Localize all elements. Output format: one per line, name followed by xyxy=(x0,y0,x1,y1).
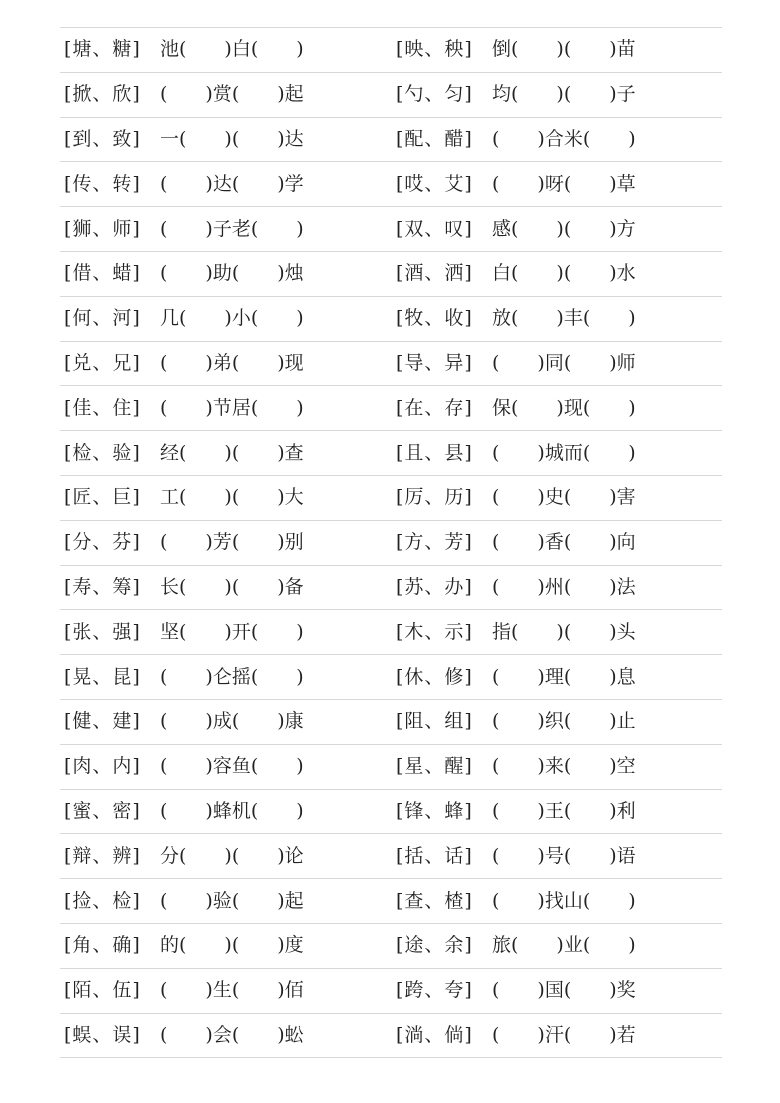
exercise-row xyxy=(60,1014,722,1059)
exercise-item-left xyxy=(60,533,390,552)
fill-in-words[interactable]: ( )赏( )起 xyxy=(160,83,304,106)
fill-in-words[interactable]: ( )节居( ) xyxy=(160,396,304,419)
fill-in-words[interactable]: ( )仑摇( ) xyxy=(160,665,304,688)
exercise-item-left xyxy=(60,799,390,822)
exercise-item-left xyxy=(60,309,390,328)
exercise-item-right xyxy=(390,217,722,240)
fill-in-words[interactable]: 一( )( )达 xyxy=(160,127,304,150)
char-pair: [蜜、密] xyxy=(64,799,141,822)
exercise-item-left xyxy=(60,712,390,731)
char-pair: [星、醒] xyxy=(396,755,473,778)
exercise-item-right xyxy=(390,665,722,688)
exercise-item-right xyxy=(390,712,722,731)
fill-in-words[interactable]: ( )王( )利 xyxy=(492,799,636,822)
char-pair: [方、芳] xyxy=(396,531,473,554)
exercise-item-right xyxy=(390,40,722,59)
fill-in-words[interactable]: ( )成( )康 xyxy=(160,710,304,733)
fill-in-words[interactable]: ( )容鱼( ) xyxy=(160,755,304,778)
char-pair: [蜈、误] xyxy=(64,1023,141,1046)
exercise-item-left xyxy=(60,757,390,776)
fill-in-words[interactable]: ( )芳( )别 xyxy=(160,531,304,554)
fill-in-words[interactable]: ( )验( )起 xyxy=(160,889,304,912)
exercise-row xyxy=(60,879,722,924)
exercise-row xyxy=(60,118,722,163)
exercise-item-right xyxy=(390,85,722,104)
exercise-item-right xyxy=(390,533,722,552)
fill-in-words[interactable]: ( )城而( ) xyxy=(492,441,636,464)
exercise-item-right xyxy=(390,620,722,643)
fill-in-words[interactable]: ( )史( )害 xyxy=(492,486,636,509)
fill-in-words[interactable]: 长( )( )备 xyxy=(160,575,304,598)
fill-in-words[interactable]: 的( )( )度 xyxy=(160,934,304,957)
exercise-item-right xyxy=(390,264,722,283)
exercise-item-right xyxy=(390,936,722,955)
exercise-item-left xyxy=(60,264,390,283)
exercise-item-left xyxy=(60,85,390,104)
exercise-row xyxy=(60,834,722,879)
exercise-item-left xyxy=(60,844,390,867)
exercise-item-right xyxy=(390,981,722,1000)
fill-in-words[interactable]: ( )同( )师 xyxy=(492,351,636,374)
char-pair: [肉、内] xyxy=(64,755,141,778)
char-pair: [佳、住] xyxy=(64,396,141,419)
fill-in-words[interactable]: ( )香( )向 xyxy=(492,531,636,554)
char-pair: [到、致] xyxy=(64,127,141,150)
char-pair: [锋、蜂] xyxy=(396,799,473,822)
exercise-row xyxy=(60,162,722,207)
exercise-item-left xyxy=(60,396,390,419)
exercise-item-right xyxy=(390,488,722,507)
exercise-row xyxy=(60,476,722,521)
exercise-row xyxy=(60,700,722,745)
char-pair: [匠、巨] xyxy=(64,486,141,509)
fill-in-words[interactable]: 白( )( )水 xyxy=(492,262,636,285)
exercise-item-left xyxy=(60,217,390,240)
exercise-item-left xyxy=(60,488,390,507)
fill-in-words[interactable]: 池( )白( ) xyxy=(160,38,304,61)
fill-in-words[interactable]: ( )来( )空 xyxy=(492,755,636,778)
fill-in-words[interactable]: 指( )( )头 xyxy=(492,620,636,643)
fill-in-words[interactable]: ( )子老( ) xyxy=(160,217,304,240)
exercise-item-left xyxy=(60,172,390,195)
fill-in-words[interactable]: ( )呀( )草 xyxy=(492,172,636,195)
exercise-row xyxy=(60,521,722,566)
exercise-item-right xyxy=(390,844,722,867)
char-pair: [阻、组] xyxy=(396,710,473,733)
char-pair: [苏、办] xyxy=(396,575,473,598)
exercise-item-left xyxy=(60,1023,390,1046)
exercise-row xyxy=(60,745,722,790)
exercise-row xyxy=(60,297,722,342)
char-pair: [厉、历] xyxy=(396,486,473,509)
fill-in-words[interactable]: 旅( )业( ) xyxy=(492,934,636,957)
exercise-row xyxy=(60,28,722,73)
char-pair: [检、验] xyxy=(64,441,141,464)
char-pair: [勺、匀] xyxy=(396,83,473,106)
exercise-item-left xyxy=(60,127,390,150)
fill-in-words[interactable]: ( )会( )蚣 xyxy=(160,1023,304,1046)
exercise-row xyxy=(60,342,722,387)
exercise-row xyxy=(60,610,722,655)
exercise-item-left xyxy=(60,441,390,464)
fill-in-words[interactable]: 分( )( )论 xyxy=(160,844,304,867)
exercise-row xyxy=(60,790,722,835)
exercise-item-right xyxy=(390,799,722,822)
fill-in-words[interactable]: 感( )( )方 xyxy=(492,217,636,240)
char-pair: [导、异] xyxy=(396,351,473,374)
exercise-item-right xyxy=(390,309,722,328)
fill-in-words[interactable]: 工( )( )大 xyxy=(160,486,304,509)
fill-in-words[interactable]: 保( )现( ) xyxy=(492,396,636,419)
exercise-item-right xyxy=(390,127,722,150)
char-pair: [分、芬] xyxy=(64,531,141,554)
fill-in-words[interactable]: ( )理( )息 xyxy=(492,665,636,688)
exercise-item-left xyxy=(60,936,390,955)
char-pair: [酒、洒] xyxy=(396,262,473,285)
char-pair: [何、河] xyxy=(64,307,141,330)
fill-in-words[interactable]: ( )助( )烛 xyxy=(160,262,304,285)
exercise-row xyxy=(60,386,722,431)
fill-in-words[interactable]: ( )织( )止 xyxy=(492,710,636,733)
exercise-row xyxy=(60,969,722,1014)
fill-in-words[interactable]: 几( )小( ) xyxy=(160,307,304,330)
char-pair: [木、示] xyxy=(396,620,473,643)
char-pair: [括、话] xyxy=(396,844,473,867)
char-pair: [查、楂] xyxy=(396,889,473,912)
exercise-item-left xyxy=(60,40,390,59)
char-pair: [休、修] xyxy=(396,665,473,688)
exercise-item-right xyxy=(390,351,722,374)
fill-in-words[interactable]: ( )弟( )现 xyxy=(160,351,304,374)
fill-in-words[interactable]: ( )生( )佰 xyxy=(160,979,304,1002)
char-pair: [借、蜡] xyxy=(64,262,141,285)
char-pair: [寿、筹] xyxy=(64,575,141,598)
exercise-item-left xyxy=(60,889,390,912)
fill-in-words[interactable]: 经( )( )查 xyxy=(160,441,304,464)
char-pair: [淌、倘] xyxy=(396,1023,473,1046)
exercise-row xyxy=(60,924,722,969)
fill-in-words[interactable]: 倒( )( )苗 xyxy=(492,38,636,61)
exercise-item-right xyxy=(390,575,722,598)
fill-in-words[interactable]: ( )蜂机( ) xyxy=(160,799,304,822)
exercise-item-right xyxy=(390,396,722,419)
exercise-row xyxy=(60,207,722,252)
exercise-row xyxy=(60,566,722,611)
exercise-item-right xyxy=(390,1023,722,1046)
char-pair: [张、强] xyxy=(64,620,141,643)
exercise-item-right xyxy=(390,889,722,912)
char-pair: [兑、兄] xyxy=(64,351,141,374)
fill-in-words[interactable]: ( )汗( )若 xyxy=(492,1023,636,1046)
char-pair: [辩、辨] xyxy=(64,844,141,867)
exercise-item-left xyxy=(60,665,390,688)
fill-in-words[interactable]: ( )合米( ) xyxy=(492,127,636,150)
char-pair: [且、县] xyxy=(396,441,473,464)
exercise-item-left xyxy=(60,351,390,374)
exercise-item-left xyxy=(60,981,390,1000)
fill-in-words[interactable]: 坚( )开( ) xyxy=(160,620,304,643)
char-pair: [途、余] xyxy=(396,934,473,957)
exercise-item-left xyxy=(60,575,390,598)
char-pair: [角、确] xyxy=(64,934,141,957)
fill-in-words[interactable]: ( )州( )法 xyxy=(492,575,636,598)
fill-in-words[interactable]: ( )达( )学 xyxy=(160,172,304,195)
char-pair: [塘、糖] xyxy=(64,38,141,61)
char-pair: [配、醋] xyxy=(396,127,473,150)
char-pair: [捡、检] xyxy=(64,889,141,912)
fill-in-words[interactable]: ( )国( )奖 xyxy=(492,979,636,1002)
fill-in-words[interactable]: ( )号( )语 xyxy=(492,844,636,867)
char-pair: [双、叹] xyxy=(396,217,473,240)
exercise-item-right xyxy=(390,757,722,776)
exercise-row xyxy=(60,252,722,297)
char-pair: [健、建] xyxy=(64,710,141,733)
fill-in-words[interactable]: 均( )( )子 xyxy=(492,83,636,106)
char-pair: [狮、师] xyxy=(64,217,141,240)
char-pair: [跨、夸] xyxy=(396,979,473,1002)
char-pair: [哎、艾] xyxy=(396,172,473,195)
char-pair: [陌、伍] xyxy=(64,979,141,1002)
exercise-row xyxy=(60,73,722,118)
char-pair: [掀、欣] xyxy=(64,83,141,106)
exercise-row xyxy=(60,655,722,700)
char-pair: [映、秧] xyxy=(396,38,473,61)
fill-in-words[interactable]: 放( )丰( ) xyxy=(492,307,636,330)
char-pair: [在、存] xyxy=(396,396,473,419)
exercise-item-left xyxy=(60,620,390,643)
char-pair: [牧、收] xyxy=(396,307,473,330)
exercise-item-right xyxy=(390,172,722,195)
exercise-item-right xyxy=(390,441,722,464)
char-pair: [传、转] xyxy=(64,172,141,195)
exercise-row xyxy=(60,431,722,476)
fill-in-words[interactable]: ( )找山( ) xyxy=(492,889,636,912)
exercise-table xyxy=(60,27,722,1058)
char-pair: [晃、昆] xyxy=(64,665,141,688)
